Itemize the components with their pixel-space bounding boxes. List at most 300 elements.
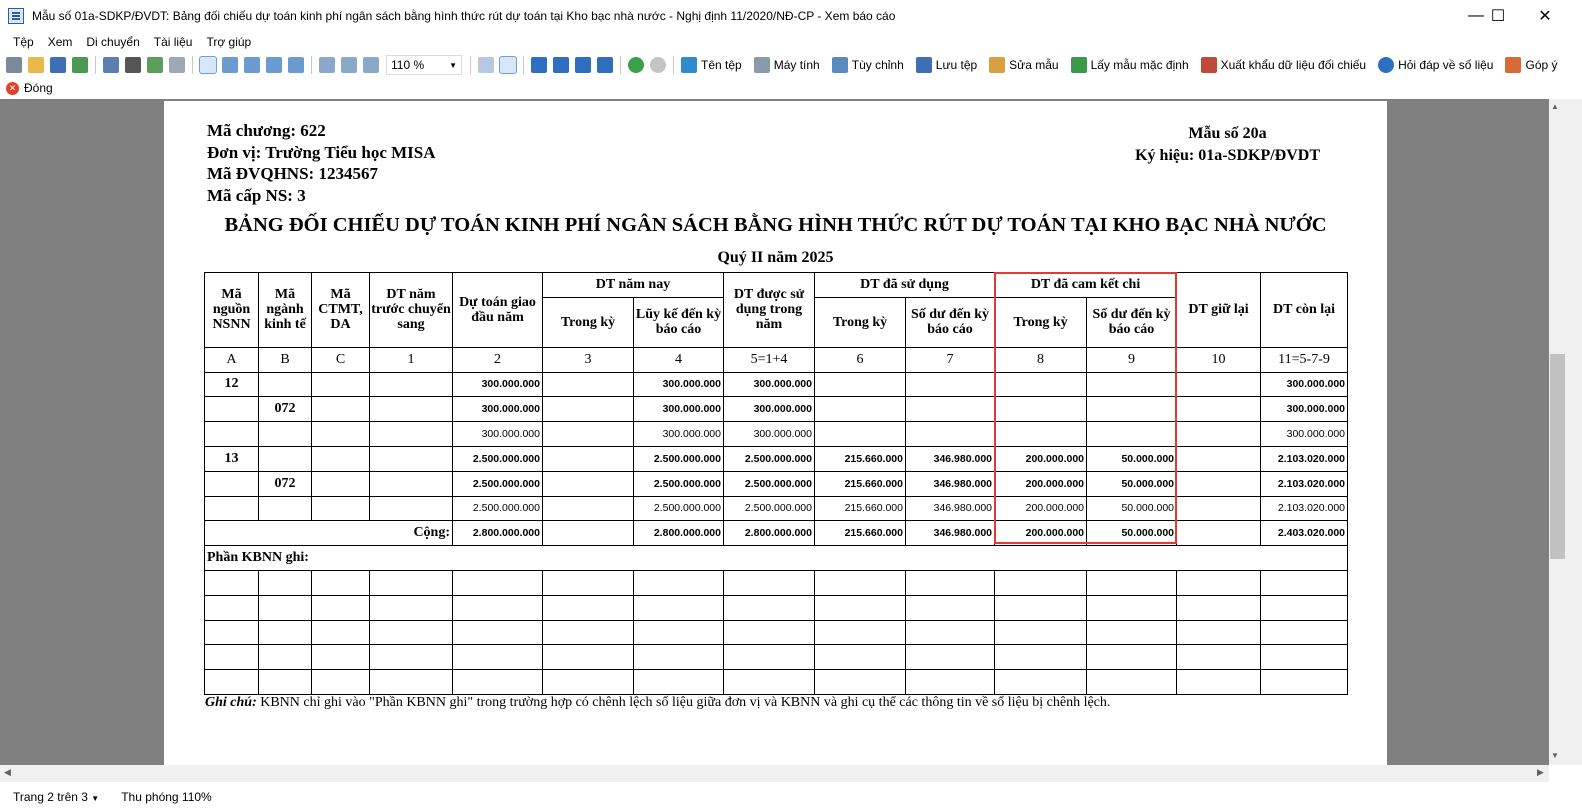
total-cell: 2.800.000.000 bbox=[724, 521, 815, 546]
header-dt-da-su-dung: DT đã sử dụng bbox=[815, 273, 995, 298]
table-cell bbox=[1177, 471, 1261, 496]
table-cell bbox=[1177, 422, 1261, 447]
table-cell bbox=[370, 446, 453, 471]
table-row bbox=[205, 471, 1348, 496]
zoom-value: 110 % bbox=[391, 58, 425, 72]
blank-cell bbox=[1177, 570, 1261, 595]
table-cell: 200.000.000 bbox=[995, 496, 1087, 521]
table-cell bbox=[815, 422, 906, 447]
zoom-combo[interactable] bbox=[386, 55, 462, 75]
refresh-icon[interactable] bbox=[147, 57, 163, 73]
table-cell bbox=[995, 372, 1087, 397]
scroll-up-icon[interactable]: ▲ bbox=[1551, 102, 1559, 111]
default-template-button[interactable]: Lấy mẫu mặc định bbox=[1068, 57, 1189, 73]
kbnn-label-row bbox=[205, 546, 1348, 571]
blank-cell bbox=[815, 645, 906, 670]
header-dt-con-lai: DT còn lại bbox=[1261, 273, 1348, 348]
unit-name: Đơn vị: Trường Tiểu học MISA bbox=[207, 142, 436, 162]
table-cell bbox=[1087, 372, 1177, 397]
menu-tai-lieu[interactable]: Tài liệu bbox=[153, 35, 193, 49]
total-label: Cộng: bbox=[205, 521, 453, 546]
undo-arrow-icon bbox=[1071, 57, 1087, 73]
table-cell: 300.000.000 bbox=[634, 397, 724, 422]
header-so-du-cam-ket: Số dư đến kỳ báo cáo bbox=[1087, 297, 1177, 347]
blank-cell bbox=[1261, 570, 1348, 595]
header-trong-ky-su-dung: Trong kỳ bbox=[815, 297, 906, 347]
zoom-fit-icon[interactable] bbox=[288, 57, 304, 73]
header-trong-ky-cam-ket: Trong kỳ bbox=[995, 297, 1087, 347]
table-cell: 346.980.000 bbox=[906, 446, 995, 471]
blank-cell bbox=[995, 595, 1087, 620]
table-row bbox=[205, 397, 1348, 422]
scroll-thumb[interactable] bbox=[1550, 354, 1565, 559]
total-cell: 2.403.020.000 bbox=[1261, 521, 1348, 546]
table-cell: 2.103.020.000 bbox=[1261, 496, 1348, 521]
table-cell bbox=[543, 446, 634, 471]
toolbar-separator bbox=[673, 56, 674, 74]
last-page-icon[interactable] bbox=[597, 57, 613, 73]
blank-row bbox=[205, 570, 1348, 595]
unit-info bbox=[207, 120, 436, 206]
blank-cell bbox=[634, 645, 724, 670]
header-dt-cam-ket: DT đã cam kết chi bbox=[995, 273, 1177, 298]
blank-cell bbox=[312, 570, 370, 595]
table-cell: 2.103.020.000 bbox=[1261, 471, 1348, 496]
blank-cell bbox=[453, 620, 543, 645]
blank-cell bbox=[1087, 620, 1177, 645]
blank-cell bbox=[1087, 645, 1177, 670]
blank-cell bbox=[370, 670, 453, 695]
find-icon[interactable] bbox=[125, 57, 141, 73]
report-title: BẢNG ĐỐI CHIẾU DỰ TOÁN KINH PHÍ NGÂN SÁCH BẰNG HÌNH THỨC RÚT DỰ TOÁN TẠI KHO BẠC NHÀ NƯỚC bbox=[224, 214, 1327, 236]
code-cell: 8 bbox=[995, 347, 1087, 372]
table-cell: 300.000.000 bbox=[453, 372, 543, 397]
blank-cell bbox=[259, 670, 312, 695]
blank-cell bbox=[1261, 670, 1348, 695]
table-cell: 072 bbox=[259, 397, 312, 422]
table-cell bbox=[543, 372, 634, 397]
table-cell: 300.000.000 bbox=[453, 397, 543, 422]
edit-template-button[interactable]: Sửa mẫu bbox=[986, 57, 1058, 73]
code-cell: 1 bbox=[370, 347, 453, 372]
hand-tool-icon[interactable] bbox=[200, 57, 216, 73]
code-cell: 9 bbox=[1087, 347, 1177, 372]
header-trong-ky: Trong kỳ bbox=[543, 297, 634, 347]
blank-cell bbox=[259, 595, 312, 620]
scroll-down-icon[interactable]: ▼ bbox=[1551, 751, 1559, 760]
table-cell: 50.000.000 bbox=[1087, 471, 1177, 496]
blank-row bbox=[205, 595, 1348, 620]
close-report-label: Đóng bbox=[24, 81, 53, 95]
table-cell bbox=[312, 471, 370, 496]
toolbar-separator bbox=[470, 56, 471, 74]
header-so-du-su-dung: Số dư đến kỳ báo cáo bbox=[906, 297, 995, 347]
blank-cell bbox=[453, 645, 543, 670]
table-cell bbox=[312, 496, 370, 521]
kbnn-label: Phần KBNN ghi: bbox=[205, 546, 1348, 571]
table-row bbox=[205, 496, 1348, 521]
blank-cell bbox=[634, 570, 724, 595]
blank-cell bbox=[312, 595, 370, 620]
scroll-left-icon[interactable]: ◀ bbox=[4, 767, 11, 777]
blank-cell bbox=[205, 645, 259, 670]
table-cell: 300.000.000 bbox=[634, 372, 724, 397]
blank-cell bbox=[312, 620, 370, 645]
table-cell bbox=[259, 496, 312, 521]
total-cell: 200.000.000 bbox=[995, 521, 1087, 546]
form-symbol: Ký hiệu: 01a-SDKP/ĐVDT bbox=[1135, 146, 1320, 164]
footnote-text: KBNN chỉ ghi vào "Phần KBNN ghi" trong trường hợp có chênh lệch số liệu giữa đơn vị và KBNN và ghi cụ thể các thông tin về số liệu bị chênh lệch. bbox=[256, 695, 1111, 710]
table-cell bbox=[906, 397, 995, 422]
menu-tep[interactable]: Tệp bbox=[13, 35, 34, 49]
blank-cell bbox=[1261, 620, 1348, 645]
table-cell: 50.000.000 bbox=[1087, 496, 1177, 521]
table-cell bbox=[1087, 422, 1177, 447]
table-cell: 300.000.000 bbox=[634, 422, 724, 447]
total-cell: 2.800.000.000 bbox=[634, 521, 724, 546]
table-cell bbox=[259, 446, 312, 471]
toolbar-separator bbox=[523, 56, 524, 74]
blank-cell bbox=[906, 670, 995, 695]
table-cell bbox=[815, 372, 906, 397]
code-cell: 2 bbox=[453, 347, 543, 372]
table-cell: 2.500.000.000 bbox=[724, 496, 815, 521]
blank-cell bbox=[453, 595, 543, 620]
export-data-icon bbox=[1201, 57, 1217, 73]
blank-row bbox=[205, 670, 1348, 695]
code-cell: C bbox=[312, 347, 370, 372]
blank-cell bbox=[724, 595, 815, 620]
table-cell: 2.500.000.000 bbox=[724, 471, 815, 496]
export-reconcile-button[interactable]: Xuất khẩu dữ liệu đối chiếu bbox=[1198, 57, 1366, 73]
save-file-button[interactable]: Lưu tệp bbox=[913, 57, 977, 73]
blank-cell bbox=[205, 570, 259, 595]
total-cell: 346.980.000 bbox=[906, 521, 995, 546]
table-cell bbox=[543, 471, 634, 496]
blank-row bbox=[205, 620, 1348, 645]
print-icon[interactable] bbox=[6, 57, 22, 73]
blank-cell bbox=[724, 645, 815, 670]
table-cell: 2.500.000.000 bbox=[453, 446, 543, 471]
table-cell: 2.500.000.000 bbox=[634, 471, 724, 496]
blank-cell bbox=[370, 595, 453, 620]
header-dt-nam-nay: DT năm nay bbox=[543, 273, 724, 298]
header-dt-giu-lai: DT giữ lại bbox=[1177, 273, 1261, 348]
table-cell: 300.000.000 bbox=[1261, 397, 1348, 422]
table-cell bbox=[543, 422, 634, 447]
blank-cell bbox=[205, 595, 259, 620]
blank-cell bbox=[995, 645, 1087, 670]
blank-cell bbox=[1177, 620, 1261, 645]
blank-cell bbox=[995, 620, 1087, 645]
table-cell bbox=[815, 397, 906, 422]
title-bar bbox=[0, 0, 1582, 31]
blank-cell bbox=[312, 670, 370, 695]
table-cell bbox=[543, 397, 634, 422]
horizontal-scrollbar[interactable] bbox=[0, 765, 1549, 782]
code-cell: 11=5-7-9 bbox=[1261, 347, 1348, 372]
table-cell bbox=[370, 496, 453, 521]
close-window-button[interactable]: ✕ bbox=[1538, 7, 1552, 25]
table-cell bbox=[1177, 372, 1261, 397]
unit-code: Mã ĐVQHNS: 1234567 bbox=[207, 164, 378, 183]
table-cell: 200.000.000 bbox=[995, 471, 1087, 496]
save-icon[interactable] bbox=[50, 57, 66, 73]
blank-cell bbox=[815, 570, 906, 595]
code-cell: A bbox=[205, 347, 259, 372]
blank-cell bbox=[815, 620, 906, 645]
code-cell: 10 bbox=[1177, 347, 1261, 372]
toolbar-separator bbox=[192, 56, 193, 74]
data-qa-button[interactable]: Hỏi đáp về số liệu bbox=[1375, 57, 1493, 73]
table-cell bbox=[312, 397, 370, 422]
toolbar-separator bbox=[95, 56, 96, 74]
table-cell: 215.660.000 bbox=[815, 496, 906, 521]
blank-cell bbox=[906, 645, 995, 670]
blank-cell bbox=[1087, 595, 1177, 620]
code-cell: B bbox=[259, 347, 312, 372]
blank-cell bbox=[995, 570, 1087, 595]
total-cell: 50.000.000 bbox=[1087, 521, 1177, 546]
table-cell bbox=[312, 446, 370, 471]
code-cell: 7 bbox=[906, 347, 995, 372]
table-cell bbox=[259, 372, 312, 397]
disk-icon bbox=[916, 57, 932, 73]
page-setup-icon[interactable] bbox=[103, 57, 119, 73]
blank-cell bbox=[543, 645, 634, 670]
form-number: Mẫu số 20a bbox=[1188, 125, 1267, 142]
table-cell bbox=[1177, 446, 1261, 471]
blank-cell bbox=[995, 670, 1087, 695]
table-cell bbox=[1177, 496, 1261, 521]
menu-xem[interactable]: Xem bbox=[47, 35, 73, 49]
table-cell: 346.980.000 bbox=[906, 496, 995, 521]
table-cell: 13 bbox=[205, 446, 259, 471]
menu-bar bbox=[0, 32, 258, 52]
toolbar-separator bbox=[620, 56, 621, 74]
code-cell: 6 bbox=[815, 347, 906, 372]
blank-cell bbox=[906, 595, 995, 620]
table-cell: 200.000.000 bbox=[995, 446, 1087, 471]
table-cell: 2.500.000.000 bbox=[724, 446, 815, 471]
blank-cell bbox=[1261, 595, 1348, 620]
zoom-out-icon[interactable] bbox=[266, 57, 282, 73]
table-cell: 346.980.000 bbox=[906, 471, 995, 496]
blank-cell bbox=[205, 620, 259, 645]
table-cell bbox=[370, 372, 453, 397]
blank-cell bbox=[634, 620, 724, 645]
header-ma-nguon: Mã nguồn NSNN bbox=[205, 273, 259, 348]
previous-page-icon[interactable] bbox=[553, 57, 569, 73]
footnote bbox=[205, 695, 1110, 711]
table-cell bbox=[205, 397, 259, 422]
header-luy-ke: Lũy kế đến kỳ báo cáo bbox=[634, 297, 724, 347]
table-cell bbox=[370, 422, 453, 447]
menu-di-chuyen[interactable]: Di chuyển bbox=[86, 35, 140, 49]
report-page bbox=[164, 101, 1387, 765]
table-cell bbox=[906, 422, 995, 447]
table-cell: 072 bbox=[259, 471, 312, 496]
report-app-icon bbox=[8, 8, 24, 24]
open-folder-icon[interactable] bbox=[28, 57, 44, 73]
blank-cell bbox=[815, 595, 906, 620]
blank-cell bbox=[312, 645, 370, 670]
table-cell: 300.000.000 bbox=[724, 372, 815, 397]
single-page-icon[interactable] bbox=[478, 57, 494, 73]
close-report-button[interactable] bbox=[0, 78, 53, 98]
help-icon bbox=[1378, 57, 1394, 73]
table-cell: 2.500.000.000 bbox=[453, 496, 543, 521]
total-cell: 215.660.000 bbox=[815, 521, 906, 546]
column-code-row bbox=[205, 347, 1348, 372]
budget-level: Mã cấp NS: 3 bbox=[207, 185, 306, 205]
blank-cell bbox=[724, 570, 815, 595]
header-dt-su-dung: DT được sử dụng trong năm bbox=[724, 273, 815, 348]
vertical-scrollbar[interactable] bbox=[1549, 99, 1582, 765]
whole-page-icon[interactable] bbox=[341, 57, 357, 73]
blank-cell bbox=[815, 670, 906, 695]
preview-icon[interactable] bbox=[169, 57, 185, 73]
table-cell bbox=[205, 496, 259, 521]
table-cell bbox=[1177, 397, 1261, 422]
table-row bbox=[205, 422, 1348, 447]
export-icon[interactable] bbox=[72, 57, 88, 73]
zoom-in-icon[interactable] bbox=[244, 57, 260, 73]
blank-cell bbox=[205, 670, 259, 695]
edit-icon bbox=[989, 57, 1005, 73]
table-cell: 2.500.000.000 bbox=[634, 496, 724, 521]
blank-cell bbox=[453, 670, 543, 695]
blank-cell bbox=[724, 620, 815, 645]
next-page-icon[interactable] bbox=[575, 57, 591, 73]
table-cell: 300.000.000 bbox=[1261, 422, 1348, 447]
close-circle-icon: ✕ bbox=[6, 82, 19, 95]
table-cell bbox=[312, 372, 370, 397]
first-page-icon[interactable] bbox=[531, 57, 547, 73]
feedback-button[interactable]: Góp ý bbox=[1502, 57, 1557, 73]
calculator-icon bbox=[754, 57, 770, 73]
file-name-button[interactable]: Tên tệp bbox=[678, 57, 742, 73]
table-cell: 300.000.000 bbox=[724, 422, 815, 447]
blank-cell bbox=[634, 595, 724, 620]
table-cell bbox=[205, 422, 259, 447]
chevron-down-icon: ▼ bbox=[449, 60, 457, 70]
table-cell bbox=[995, 397, 1087, 422]
blank-cell bbox=[906, 620, 995, 645]
blank-cell bbox=[370, 645, 453, 670]
blank-cell bbox=[453, 570, 543, 595]
customize-button[interactable]: Tùy chỉnh bbox=[829, 57, 904, 73]
minimize-button[interactable]: — bbox=[1468, 6, 1484, 24]
blank-cell bbox=[1177, 670, 1261, 695]
total-cell: 2.800.000.000 bbox=[453, 521, 543, 546]
table-cell: 12 bbox=[205, 372, 259, 397]
blank-cell bbox=[543, 595, 634, 620]
table-cell bbox=[370, 397, 453, 422]
reconciliation-table bbox=[204, 272, 1348, 695]
report-viewer[interactable] bbox=[0, 99, 1549, 765]
table-cell: 300.000.000 bbox=[724, 397, 815, 422]
blank-cell bbox=[259, 570, 312, 595]
blank-cell bbox=[1177, 595, 1261, 620]
status-bar bbox=[0, 783, 1582, 811]
megaphone-icon bbox=[1505, 57, 1521, 73]
chapter-code: Mã chương: 622 bbox=[207, 121, 326, 140]
page-indicator[interactable]: Trang 2 trên 3 ▼ bbox=[13, 790, 100, 804]
continuous-page-icon[interactable] bbox=[500, 57, 516, 73]
table-cell: 300.000.000 bbox=[453, 422, 543, 447]
table-cell bbox=[543, 496, 634, 521]
blank-row bbox=[205, 645, 1348, 670]
table-row bbox=[205, 446, 1348, 471]
kbnn-blank-rows bbox=[205, 570, 1348, 694]
blank-cell bbox=[370, 620, 453, 645]
page-width-icon[interactable] bbox=[319, 57, 335, 73]
blank-cell bbox=[634, 670, 724, 695]
chevron-down-icon: ▼ bbox=[91, 794, 100, 803]
zoom-tool-icon[interactable] bbox=[222, 57, 238, 73]
report-period: Quý II năm 2025 bbox=[717, 249, 834, 266]
header-ma-nganh: Mã ngành kinh tế bbox=[259, 273, 312, 348]
blank-cell bbox=[543, 670, 634, 695]
blank-cell bbox=[1087, 570, 1177, 595]
footnote-label: Ghi chú: bbox=[205, 695, 257, 710]
blank-cell bbox=[259, 620, 312, 645]
data-rows bbox=[205, 372, 1348, 521]
window-title: Mẫu số 01a-SDKP/ĐVDT: Bảng đối chiếu dự toán kinh phí ngân sách bằng hình thức rút dự toán tại Kho bạc nhà nước - Nghị định 11/2020/NĐ-CP - Xem báo cáo bbox=[32, 8, 896, 23]
total-row bbox=[205, 521, 1348, 546]
forward-icon[interactable] bbox=[650, 57, 666, 73]
table-cell bbox=[995, 422, 1087, 447]
zoom-status: Thu phóng 110% bbox=[121, 790, 212, 804]
code-cell: 5=1+4 bbox=[724, 347, 815, 372]
blank-cell bbox=[259, 645, 312, 670]
toolbar bbox=[0, 53, 1582, 77]
table-cell bbox=[205, 471, 259, 496]
menu-tro-giup[interactable]: Trợ giúp bbox=[206, 35, 252, 49]
scroll-right-icon[interactable]: ▶ bbox=[1537, 767, 1544, 777]
toolbar-separator bbox=[311, 56, 312, 74]
maximize-button[interactable]: ☐ bbox=[1490, 7, 1506, 25]
blank-cell bbox=[906, 570, 995, 595]
total-cell bbox=[1177, 521, 1261, 546]
blank-cell bbox=[1087, 670, 1177, 695]
header-dt-truoc: DT năm trước chuyển sang bbox=[370, 273, 453, 348]
calculator-button[interactable]: Máy tính bbox=[751, 57, 820, 73]
blank-cell bbox=[543, 570, 634, 595]
actual-size-icon[interactable] bbox=[363, 57, 379, 73]
info-icon bbox=[681, 57, 697, 73]
form-info bbox=[1135, 123, 1320, 166]
code-cell: 3 bbox=[543, 347, 634, 372]
total-cell bbox=[543, 521, 634, 546]
table-cell bbox=[1087, 397, 1177, 422]
table-cell: 2.500.000.000 bbox=[634, 446, 724, 471]
back-icon[interactable] bbox=[628, 57, 644, 73]
blank-cell bbox=[724, 670, 815, 695]
code-cell: 4 bbox=[634, 347, 724, 372]
blank-cell bbox=[543, 620, 634, 645]
table-cell: 50.000.000 bbox=[1087, 446, 1177, 471]
table-cell: 215.660.000 bbox=[815, 471, 906, 496]
header-ma-ctmt: Mã CTMT, DA bbox=[312, 273, 370, 348]
table-cell: 215.660.000 bbox=[815, 446, 906, 471]
table-cell: 2.500.000.000 bbox=[453, 471, 543, 496]
blank-cell bbox=[1177, 645, 1261, 670]
table-cell bbox=[370, 471, 453, 496]
customize-icon bbox=[832, 57, 848, 73]
table-cell: 2.103.020.000 bbox=[1261, 446, 1348, 471]
